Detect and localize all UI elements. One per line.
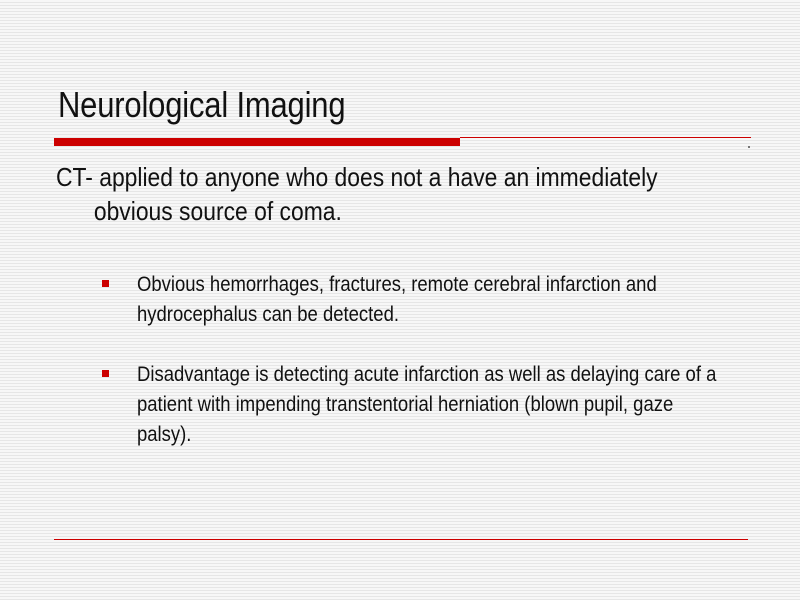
bullet-item (56, 360, 746, 450)
footer-divider (54, 539, 748, 540)
square-bullet-icon (102, 280, 109, 287)
square-bullet-icon (102, 370, 109, 377)
bullet-item (56, 270, 746, 330)
title-divider-dot (748, 146, 750, 148)
bullet-list (56, 270, 746, 450)
bullet-text: Obvious hemorrhages, fractures, remote cerebral infarction and hydrocephalus can be detected. (137, 273, 657, 326)
main-point-text: CT- applied to anyone who does not a have an immediately obvious source of coma. (56, 162, 658, 226)
title-underline-thick (54, 138, 460, 146)
title-underline-thin (460, 137, 751, 138)
slide-title: Neurological Imaging (58, 84, 346, 125)
slide-body (56, 160, 746, 480)
bullet-text: Disadvantage is detecting acute infarction as well as delaying care of a patient with impending transtentorial herniation (blown pupil, gaze palsy). (137, 363, 717, 446)
